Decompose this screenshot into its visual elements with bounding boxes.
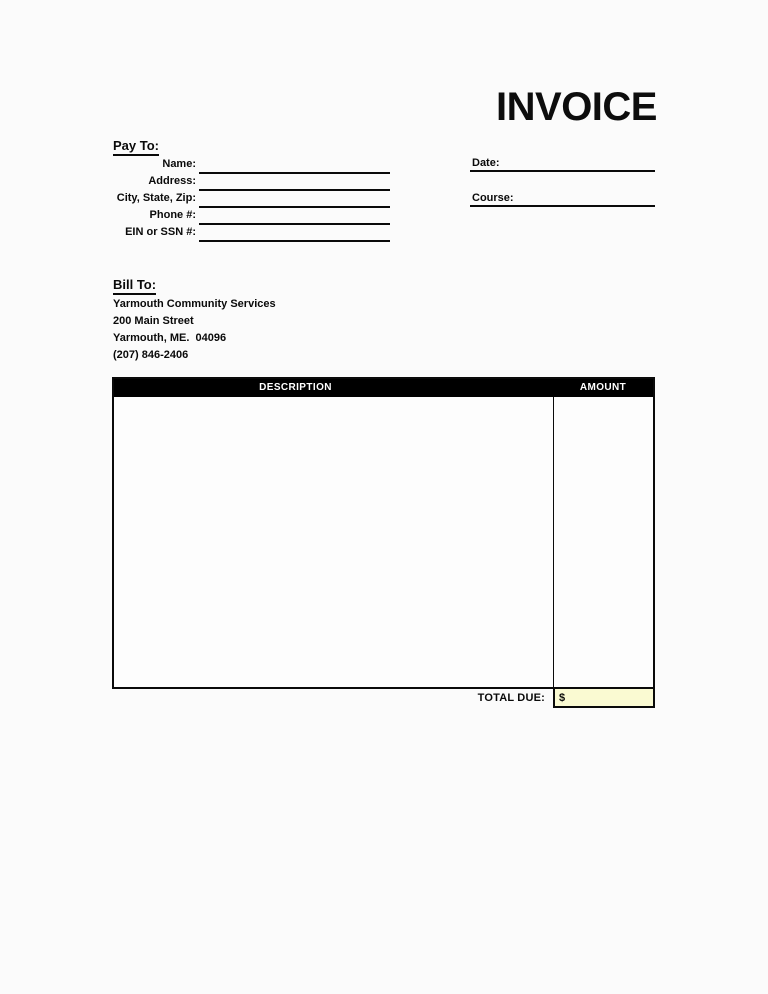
pay-to-row-address — [113, 174, 390, 191]
pay-to-row-phone — [113, 208, 390, 225]
bill-to-block — [113, 296, 276, 364]
description-cell-area[interactable] — [114, 397, 553, 687]
phone-input-line[interactable] — [199, 208, 390, 225]
bill-to-street: 200 Main Street — [113, 315, 194, 327]
pay-to-row-city-state-zip — [113, 191, 390, 208]
bill-to-heading: Bill To: — [113, 277, 156, 295]
description-column-header: DESCRIPTION — [259, 382, 332, 393]
bill-to-city-state-zip: Yarmouth, ME. 04096 — [113, 332, 227, 344]
currency-symbol: $ — [559, 691, 566, 704]
table-body — [114, 397, 653, 687]
name-input-line[interactable] — [199, 157, 390, 174]
page-title: INVOICE — [496, 85, 657, 129]
ein-ssn-input-line[interactable] — [199, 225, 390, 242]
phone-label: Phone #: — [149, 209, 196, 221]
date-label: Date: — [472, 157, 500, 169]
total-due-label: TOTAL DUE: — [477, 691, 545, 704]
bill-to-phone: (207) 846-2406 — [113, 349, 189, 361]
ein-ssn-label: EIN or SSN #: — [125, 226, 196, 238]
total-amount-box[interactable] — [553, 687, 655, 708]
name-label: Name: — [162, 158, 196, 170]
amount-column-header: AMOUNT — [579, 382, 627, 393]
city-state-zip-input-line[interactable] — [199, 191, 390, 208]
total-due-row — [112, 687, 655, 708]
course-label: Course: — [472, 192, 514, 204]
address-input-line[interactable] — [199, 174, 390, 191]
course-field-line[interactable] — [470, 192, 655, 207]
city-state-zip-label: City, State, Zip: — [116, 192, 196, 204]
pay-to-row-name — [113, 157, 390, 174]
address-label: Address: — [148, 175, 196, 187]
table-header-row — [114, 379, 653, 397]
date-field-line[interactable] — [470, 157, 655, 172]
bill-to-company: Yarmouth Community Services — [113, 298, 276, 310]
pay-to-heading: Pay To: — [113, 138, 159, 156]
pay-to-fields — [113, 157, 390, 242]
pay-to-row-ein-ssn — [113, 225, 390, 242]
invoice-items-table — [112, 377, 655, 689]
amount-cell-area[interactable] — [553, 397, 653, 687]
